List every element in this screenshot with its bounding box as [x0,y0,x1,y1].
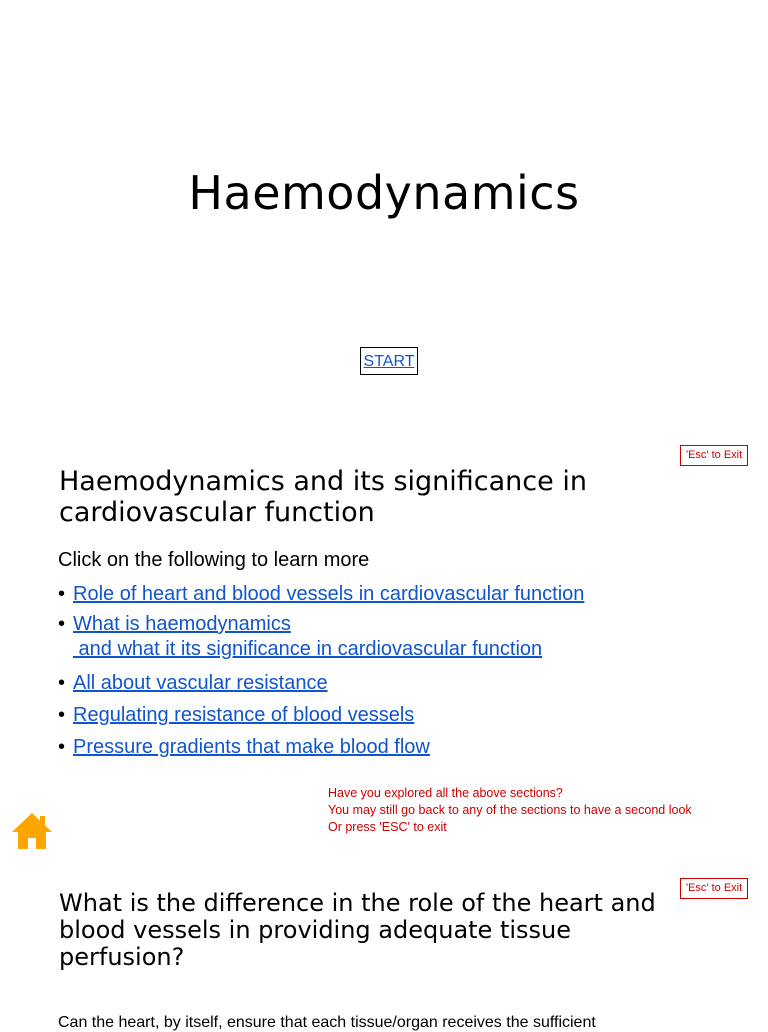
bullet: • [58,704,66,726]
bullet: • [58,736,66,758]
review-note-line: You may still go back to any of the sections to have a second look [328,803,692,817]
title-slide-heading: Haemodynamics [188,166,580,220]
link-regulating-resistance[interactable]: Regulating resistance of blood vessels [73,704,415,726]
section-heading [59,466,699,528]
bullet: • [58,672,66,694]
link-role-of-heart[interactable]: Role of heart and blood vessels in cardiovascular function [73,583,585,605]
link-what-is-haemodynamics-cont[interactable]: and what it its significance in cardiovascular function [73,638,543,660]
intro-text: Click on the following to learn more [58,549,370,571]
question-heading-line: blood vessels in providing adequate tissue [59,916,572,944]
esc-exit-badge-2[interactable]: 'Esc' to Exit [680,878,748,899]
home-icon[interactable] [11,811,53,851]
link-pressure-gradients[interactable]: Pressure gradients that make blood flow [73,736,430,758]
list-item [58,669,584,701]
list-item [58,701,584,733]
section-heading-line: cardiovascular function [59,497,375,528]
section-heading-line: Haemodynamics and its significance in [59,466,587,497]
partial-body-text: Can the heart, by itself, ensure that each tissue/organ receives the sufficient [58,1014,596,1031]
review-note-line: Or press 'ESC' to exit [328,820,447,834]
link-what-is-haemodynamics[interactable]: What is haemodynamics [73,613,291,635]
question-heading [59,890,719,971]
start-button[interactable]: START [360,347,418,375]
bullet: • [58,613,66,635]
home-icon-graphic [11,811,53,851]
list-item [58,733,584,765]
esc-exit-badge[interactable]: 'Esc' to Exit [680,445,748,466]
list-item [58,612,584,669]
bullet: • [58,583,66,605]
review-note [328,785,692,836]
review-note-line: Have you explored all the above sections? [328,786,563,800]
question-heading-line: perfusion? [59,943,185,971]
section-link-list [58,580,584,765]
link-vascular-resistance[interactable]: All about vascular resistance [73,672,328,694]
question-heading-line: What is the difference in the role of the heart and [59,889,656,917]
list-item [58,580,584,612]
